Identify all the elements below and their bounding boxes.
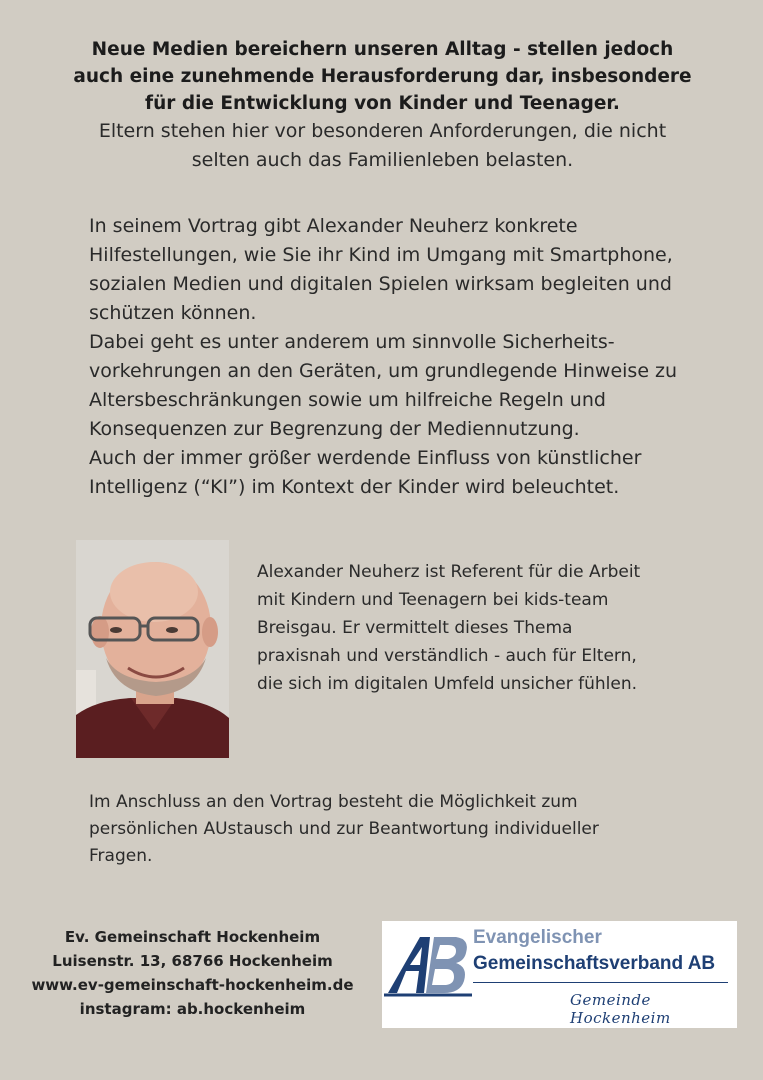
intro-section <box>70 36 695 175</box>
street-address: Luisenstr. 13, 68766 Hockenheim <box>52 952 333 970</box>
organization-name: Ev. Gemeinschaft Hockenheim <box>64 928 321 946</box>
bio-line: Breisgau. Er vermittelt dieses Thema <box>257 618 573 638</box>
logo-line-verband: Gemeinschaftsverband AB <box>473 953 716 974</box>
description-line: Auch der immer größer werdende Einfluss von künstlicher <box>89 447 642 469</box>
closing-line: persönlichen AUstausch und zur Beantwortung individueller <box>89 819 599 839</box>
logo-line-evangelischer: Evangelischer <box>473 927 602 948</box>
description-line: In seinem Vortrag gibt Alexander Neuherz konkrete <box>89 215 578 237</box>
logo-script-text: Gemeinde Hockenheim <box>570 991 671 1027</box>
description-line: Hilfestellungen, wie Sie ihr Kind im Umgang mit Smartphone, <box>89 244 673 266</box>
intro-bold-line: Neue Medien bereichern unseren Alltag - stellen jedoch <box>91 39 674 60</box>
intro-text-line: Eltern stehen hier vor besonderen Anforderungen, die nicht <box>98 120 667 142</box>
ab-logo-mark-icon <box>384 929 474 1009</box>
bio-line: praxisnah und verständlich - auch für Eltern, <box>257 646 637 666</box>
speaker-photo <box>76 540 229 758</box>
contact-address <box>20 925 365 1021</box>
description-line: Intelligenz (“KI”) im Kontext der Kinder wird beleuchtet. <box>89 476 620 498</box>
intro-text-line: selten auch das Familienleben belasten. <box>191 149 574 171</box>
talk-description <box>89 212 729 502</box>
logo-divider <box>473 982 728 983</box>
bio-line: Alexander Neuherz ist Referent für die Arbeit <box>257 562 641 582</box>
description-line: Konsequenzen zur Begrenzung der Mediennutzung. <box>89 418 580 440</box>
description-line: sozialen Medien und digitalen Spielen wirksam begleiten und <box>89 273 672 295</box>
description-line: Altersbeschränkungen sowie um hilfreiche Regeln und <box>89 389 606 411</box>
closing-paragraph <box>89 789 709 870</box>
description-line: vorkehrungen an den Geräten, um grundlegende Hinweise zu <box>89 360 678 382</box>
website-link[interactable]: www.ev-gemeinschaft-hockenheim.de <box>31 976 354 994</box>
intro-bold-line: für die Entwicklung von Kinder und Teenager. <box>145 93 620 114</box>
speaker-portrait-image <box>76 540 229 758</box>
closing-line: Im Anschluss an den Vortrag besteht die Möglichkeit zum <box>89 792 578 812</box>
organization-logo <box>382 921 737 1028</box>
description-line: schützen können. <box>89 302 257 324</box>
intro-bold-line: auch eine zunehmende Herausforderung dar, insbesondere <box>73 66 692 87</box>
instagram-handle[interactable]: instagram: ab.hockenheim <box>79 1000 306 1018</box>
closing-line: Fragen. <box>89 846 153 866</box>
description-line: Dabei geht es unter anderem um sinnvolle Sicherheits- <box>89 331 615 353</box>
speaker-bio <box>257 558 717 698</box>
bio-line: die sich im digitalen Umfeld unsicher fühlen. <box>257 674 638 694</box>
bio-line: mit Kindern und Teenagern bei kids-team <box>257 590 609 610</box>
